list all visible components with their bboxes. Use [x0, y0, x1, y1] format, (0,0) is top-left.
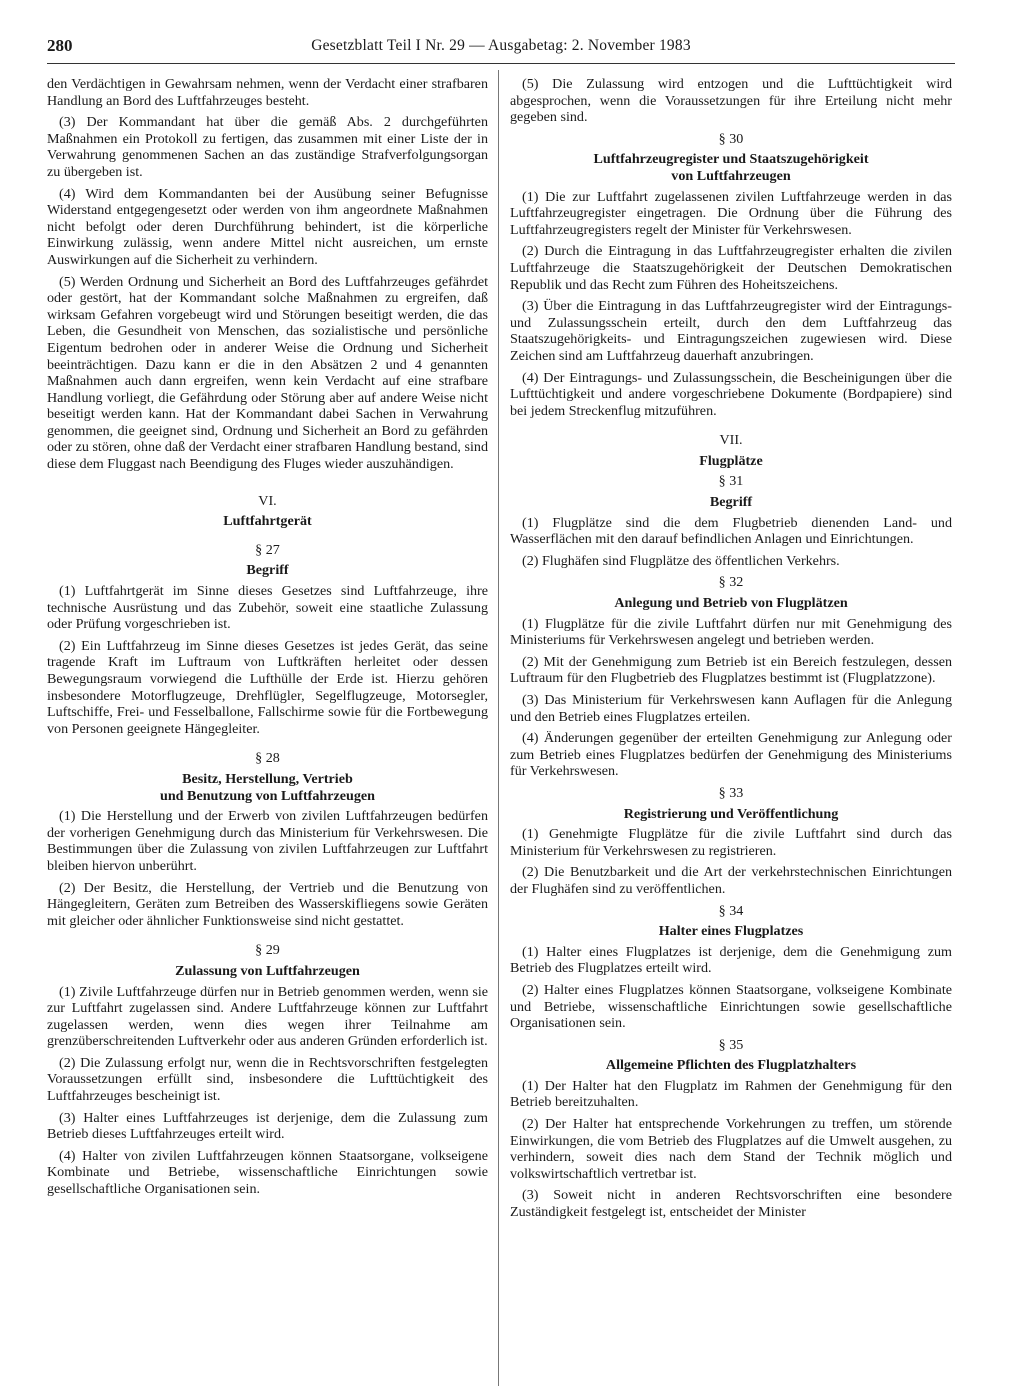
chapter-number: VI. [258, 492, 277, 509]
section-number: § 28 [255, 750, 280, 767]
paragraph: (2) Halter eines Flugplatzes können Staatsorgane, volkseigene Kombinate und Betriebe, wissenschaftliche Einrichtungen sowie gesellschaftliche Organisationen sein. [510, 981, 952, 1032]
paragraph: (5) Werden Ordnung und Sicherheit an Bord des Luftfahrzeuges gefährdet oder gestört, hat der Kommandant solche Maßnahmen zu ergreifen, daß wirksam Gefahren vorgebeugt wird und Störungen beseitigt werden, die das Leben, die Gesundheit von Menschen, das sozialistische und persönliche Eigentum bedrohen oder in anderer Weise die Ordnung und Sicherheit beeinträchtigen. Dazu kann er die in den Absätzen 2 und 4 genannten Maßnahmen auch dann ergreifen, wenn kein Verdacht auf eine strafbare Handlung vorliegt, die Gefährdung oder Störung aber auf andere Weise nicht beseitigt werden kann. Hat der Kommandant dabei Sachen in Verwahrung genommen, die geeignet sind, Ordnung und Sicherheit an Bord zu gefährden oder zu stören, ohne daß der Verdacht einer strafbaren Handlung bestand, sind diese dem Fluggast nach Beendigung des Fluges wieder auszuhändigen. [47, 273, 488, 473]
spacer [510, 424, 952, 432]
section-title: Anlegung und Betrieb von Flugplätzen [614, 595, 848, 612]
paragraph: (1) Die Herstellung und der Erwerb von zivilen Luftfahrzeugen bedürfen der vorherigen Genehmigung durch das Ministerium für Verkehrswesen. Die Bestimmungen über die Zulassung von zivilen Luftfahrzeugen zur Luftfahrt bleiben hiervon unberührt. [47, 808, 488, 874]
paragraph: (2) Der Halter hat entsprechende Vorkehrungen zu treffen, um störende Einwirkungen, die vom Betrieb des Flugplatzes auf die Umwelt ausgehen, zu verhindern, soweit dies nach dem Stand der Technik möglich und volkswirtschaftlich vertretbar ist. [510, 1116, 952, 1182]
paragraph: (4) Änderungen gegenüber der erteilten Genehmigung zur Anlegung oder zum Betrieb eines Flugplatzes bedürfen der Genehmigung des Ministeriums für Verkehrswesen. [510, 730, 952, 780]
paragraph: (2) Ein Luftfahrzeug im Sinne dieses Gesetzes ist jedes Gerät, das seine tragende Kraft im Luftraum von Luftkräften herleitet oder dessen Bewegungsraum vorwiegend die Lufthülle der Erde ist. Hierzu gehören insbesondere Motorflugzeuge, Drehflügler, Segelflugzeuge, Motorsegler, Luftschiffe, Frei- und Fesselballone, Fallschirme sowie für die Fortbewegung von Personen geeignete Hängegleiter. [47, 637, 488, 737]
section-number: § 31 [718, 473, 744, 490]
paragraph: (4) Wird dem Kommandanten bei der Ausübung seiner Befugnisse Widerstand entgegengesetzt oder werden von ihm angeordnete Maßnahmen nicht befolgt oder deren Durchführung behindert, ist die körperliche Einwirkung zulässig, wenn andere Mittel nicht ausreichen, um ernste Auswirkungen auf die Sicherheit zu verhindern. [47, 185, 488, 268]
section-number: § 29 [255, 942, 280, 959]
section-title: Luftfahrzeugregister und Staatszugehörigkeit [593, 151, 869, 168]
paragraph: (2) Die Benutzbarkeit und die Art der verkehrstechnischen Einrichtungen der Flughäfen sind zu veröffentlichen. [510, 864, 952, 897]
section-number: § 32 [718, 574, 744, 591]
section-number: § 27 [255, 541, 280, 558]
chapter-number: VII. [719, 432, 743, 449]
section-title: Halter eines Flugplatzes [658, 923, 804, 940]
paragraph: (3) Halter eines Luftfahrzeuges ist derjenige, dem die Zulassung zum Betrieb dieses Luftfahrzeuges erteilt wird. [47, 1109, 488, 1143]
paragraph: (3) Über die Eintragung in das Luftfahrzeugregister wird der Eintragungs- und Zulassungsschein erteilt, durch den dem Luftfahrzeug das Staatszugehörigkeits- und Eintragungszeichen zugewiesen wird. Diese Zeichen sind am Luftfahrzeug dauerhaft anzubringen. [510, 298, 952, 364]
paragraph: (3) Das Ministerium für Verkehrswesen kann Auflagen für die Anlegung und den Betrieb eines Flugplatzes erteilen. [510, 692, 952, 725]
spacer [47, 478, 488, 493]
section-number: § 30 [718, 130, 744, 147]
paragraph: (2) Die Zulassung erfolgt nur, wenn die in Rechtsvorschriften festgelegten Voraussetzungen erfüllt sind, insbesondere die Lufttüchtigkeit des Luftfahrzeuges bescheinigt ist. [47, 1054, 488, 1105]
section-title: Begriff [709, 494, 753, 511]
paragraph: (1) Zivile Luftfahrzeuge dürfen nur in Betrieb genommen werden, wenn sie zur Luftfahrt zugelassen sind. Andere Luftfahrzeuge können zur Luftfahrt zugelassen werden, wenn dies wegen ihrer Teilnahme am grenzüberschreitenden Luftverkehr oder aus anderen Gründen erforderlich ist. [47, 983, 488, 1050]
paragraph: (1) Flugplätze sind die dem Flugbetrieb dienenden Land- und Wasserflächen mit den darauf befindlichen Anlagen und Einrichtungen. [510, 514, 952, 548]
paragraph: (2) Mit der Genehmigung zum Betrieb ist ein Bereich festzulegen, dessen Luftraum für den Flugbetrieb des Flugplatzes bestimmt ist (Flugplatzzone). [510, 653, 952, 687]
spacer [47, 534, 488, 542]
paragraph: (5) Die Zulassung wird entzogen und die Lufttüchtigkeit wird abgesprochen, wenn die Voraussetzungen für ihre Erteilung nicht mehr gegeben sind. [510, 76, 952, 126]
section-title: von Luftfahrzeugen [671, 167, 791, 184]
paragraph: (3) Soweit nicht in anderen Rechtsvorschriften eine besondere Zuständigkeit festgelegt ist, entscheidet der Minister [510, 1187, 952, 1221]
paragraph: (1) Der Halter hat den Flugplatz im Rahmen der Genehmigung für den Betrieb bereitzuhalten. [510, 1077, 952, 1111]
section-number: § 33 [718, 784, 744, 801]
paragraph: (1) Halter eines Flugplatzes ist derjenige, dem die Genehmigung zum Betrieb des Flugplatzes erteilt wird. [510, 943, 952, 977]
paragraph: (1) Luftfahrtgerät im Sinne dieses Gesetzes sind Luftfahrzeuge, ihre technische Ausrüstung und das Zubehör, soweit eine staatliche Zulassung oder Prüfung vorgeschrieben ist. [47, 583, 488, 633]
paragraph: (2) Der Besitz, die Herstellung, der Vertrieb und die Benutzung von Hängegleitern, Geräten zum Betreiben des Wasserskifliegens sowie Geräten mit gleicher oder ähnlicher Funktionsweise sind nicht gestattet. [47, 879, 488, 929]
paragraph: (4) Halter von zivilen Luftfahrzeugen können Staatsorgane, volkseigene Kombinate und Betriebe, wissenschaftliche Einrichtungen sowie gesellschaftliche Organisationen sein. [47, 1147, 488, 1198]
paragraph: den Verdächtigen in Gewahrsam nehmen, wenn der Verdacht einer strafbaren Handlung an Bord des Luftfahrzeuges besteht. [47, 76, 488, 109]
section-number: § 35 [718, 1036, 744, 1053]
page-header [47, 36, 955, 60]
spacer [47, 934, 488, 942]
paragraph: (1) Die zur Luftfahrt zugelassenen zivilen Luftfahrzeuge werden in das Luftfahrzeugregister eingetragen. Die Ordnung über die Führung des Luftfahrzeugregisters regelt der Minister für Verkehrswesen. [510, 188, 952, 238]
section-title: Registrierung und Veröffentlichung [623, 805, 839, 822]
chapter-title: Luftfahrtgerät [223, 513, 312, 530]
paragraph: (3) Der Kommandant hat über die gemäß Abs. 2 durchgeführten Maßnahmen ein Protokoll zu fertigen, das zusammen mit einer Liste der in Verwahrung genommenen Sachen an das zuständige Strafverfolgungsorgan zu übergeben ist. [47, 114, 488, 180]
right-column [510, 76, 952, 1226]
header-rule [47, 63, 955, 64]
paragraph: (2) Durch die Eintragung in das Luftfahrzeugregister erhalten die zivilen Luftfahrzeuge die Staatszugehörigkeit der Deutschen Demokratischen Republik und das Recht zum Führen des Hoheitszeichens. [510, 243, 952, 293]
paragraph: (4) Der Eintragungs- und Zulassungsschein, die Bescheinigungen über die Lufttüchtigkeit und andere vorgeschriebene Dokumente (Bordpapiere) sind bei jedem Streckenflug mitzuführen. [510, 369, 952, 419]
page-number: 280 [47, 36, 73, 55]
header-title: Gesetzblatt Teil I Nr. 29 — Ausgabetag: 2. November 1983 [311, 37, 691, 54]
section-title: Allgemeine Pflichten des Flugplatzhalters [605, 1057, 857, 1074]
spacer [47, 742, 488, 750]
section-title: Begriff [246, 562, 289, 579]
paragraph: (1) Flugplätze für die zivile Luftfahrt dürfen nur mit Genehmigung des Ministeriums für Verkehrswesen angelegt und betrieben werden. [510, 615, 952, 649]
column-divider [498, 70, 499, 1386]
paragraph: (2) Flughäfen sind Flugplätze des öffentlichen Verkehrs. [522, 552, 840, 569]
section-title: Besitz, Herstellung, Vertrieb [182, 770, 353, 787]
paragraph: (1) Genehmigte Flugplätze für die zivile Luftfahrt sind durch das Ministerium für Verkehrswesen zu registrieren. [510, 826, 952, 859]
left-column [47, 76, 488, 1203]
chapter-title: Flugplätze [699, 452, 763, 469]
section-title: und Benutzung von Luftfahrzeugen [160, 787, 375, 804]
section-number: § 34 [718, 902, 744, 919]
section-title: Zulassung von Luftfahrzeugen [175, 962, 360, 979]
